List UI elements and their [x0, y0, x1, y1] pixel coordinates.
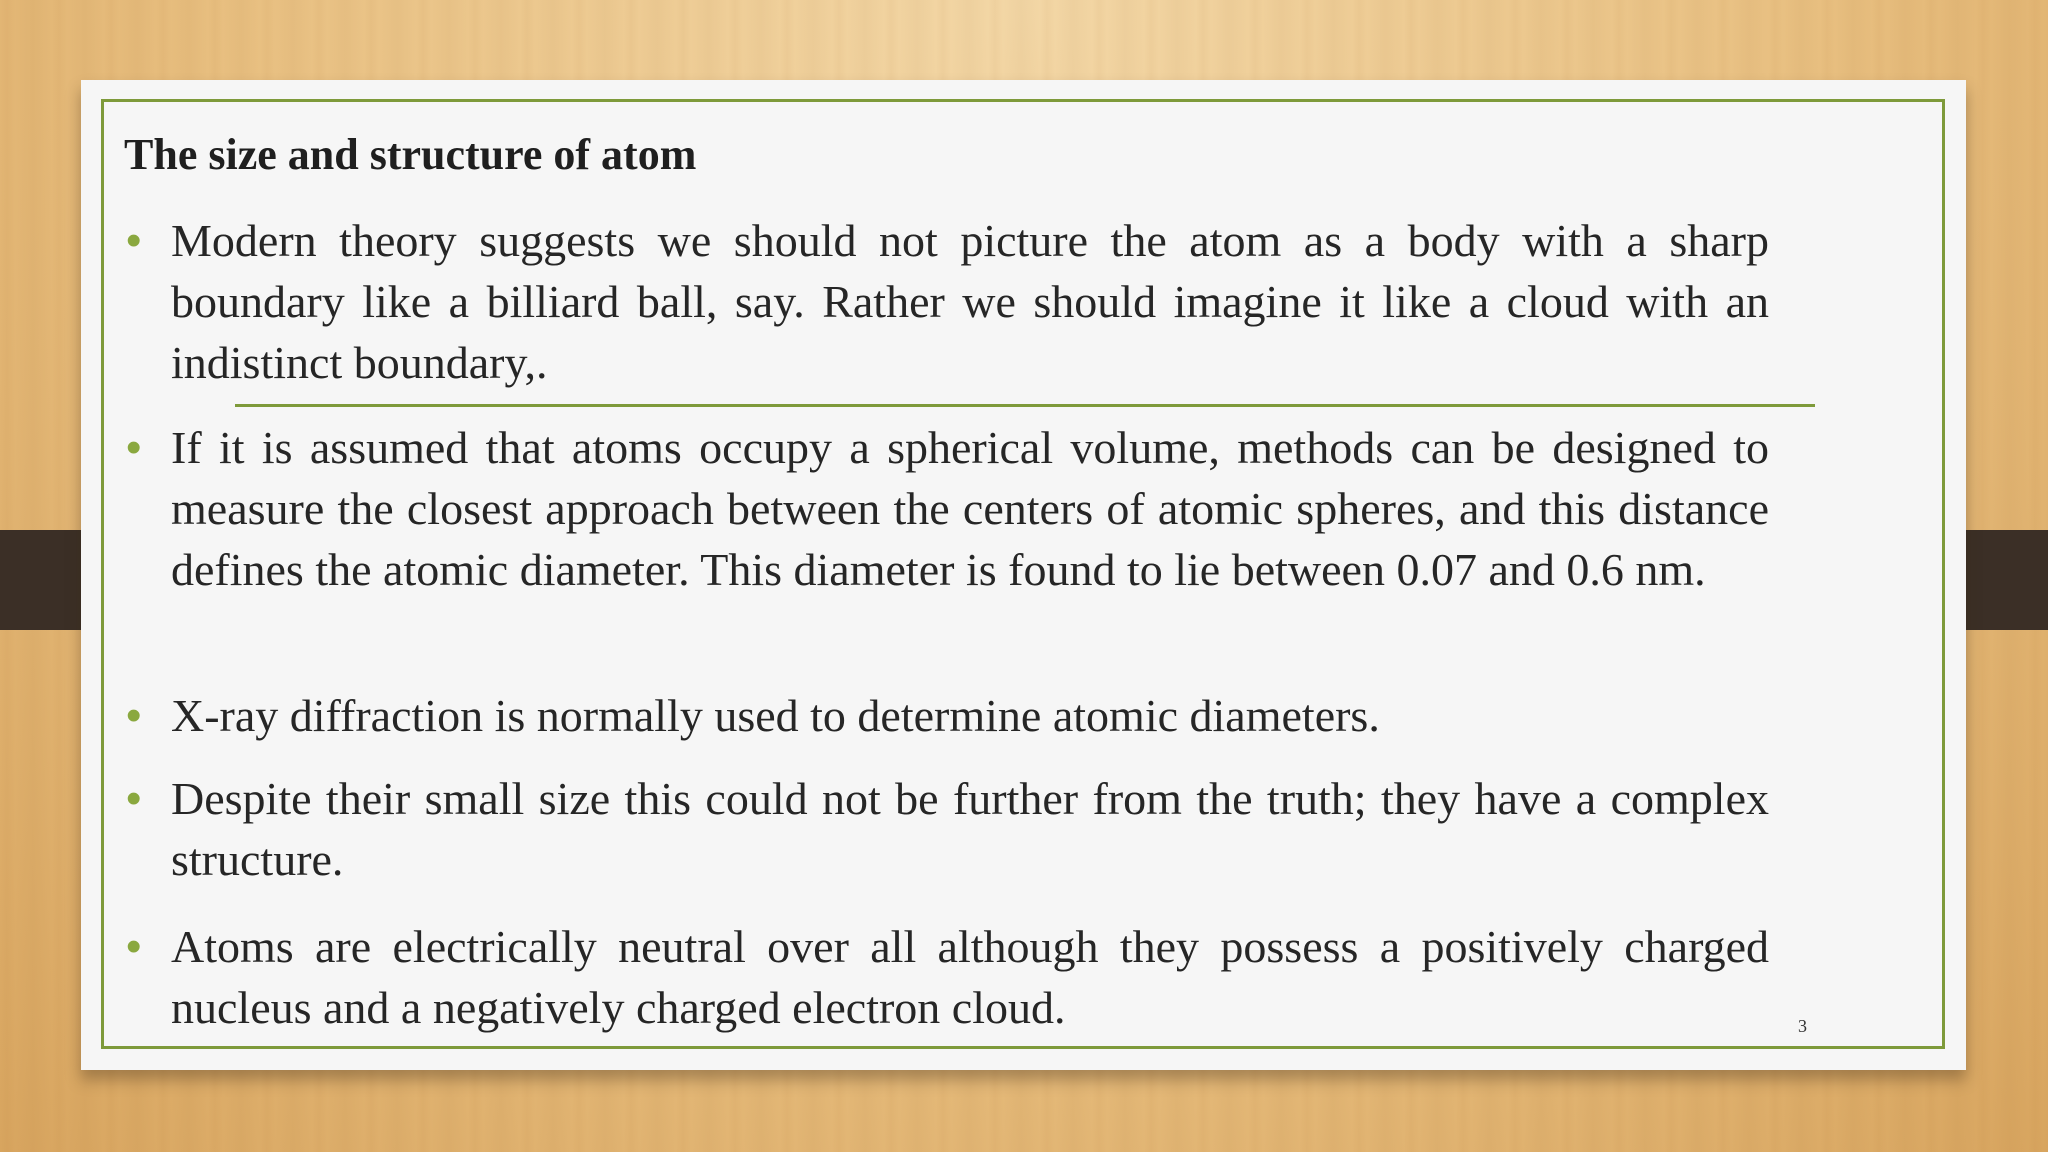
bullet-item-2	[126, 417, 1769, 600]
bullet-item-3	[126, 685, 1769, 746]
bullet-text-3: X-ray diffraction is normally used to determine atomic diameters.	[171, 690, 1380, 741]
bullet-item-1	[126, 210, 1769, 393]
bullet-dot-icon: •	[126, 423, 142, 472]
bullet-dot-icon: •	[126, 774, 142, 823]
slide-title: The size and structure of atom	[124, 130, 697, 179]
bullet-text-1: Modern theory suggests we should not picture the atom as a body with a sharp boundary like a billiard ball, say. Rather we should imagine it like a cloud with an indistinct boundary,.	[171, 215, 1769, 388]
bullet-dot-icon: •	[126, 216, 142, 265]
bullet-item-5	[126, 916, 1769, 1038]
bullet-item-4	[126, 768, 1769, 890]
bullet-dot-icon: •	[126, 922, 142, 971]
bullet-text-2: If it is assumed that atoms occupy a spherical volume, methods can be designed to measure the closest approach between the centers of atomic spheres, and this distance defines the atomic diameter. This diameter is found to lie between 0.07 and 0.6 nm.	[171, 422, 1769, 595]
page-number: 3	[1798, 1016, 1807, 1036]
bullet-dot-icon: •	[126, 691, 142, 740]
bullet-text-4: Despite their small size this could not be further from the truth; they have a complex structure.	[171, 773, 1769, 885]
section-separator	[235, 404, 1815, 407]
bullet-text-5: Atoms are electrically neutral over all although they possess a positively charged nucleus and a negatively charged electron cloud.	[171, 921, 1769, 1033]
